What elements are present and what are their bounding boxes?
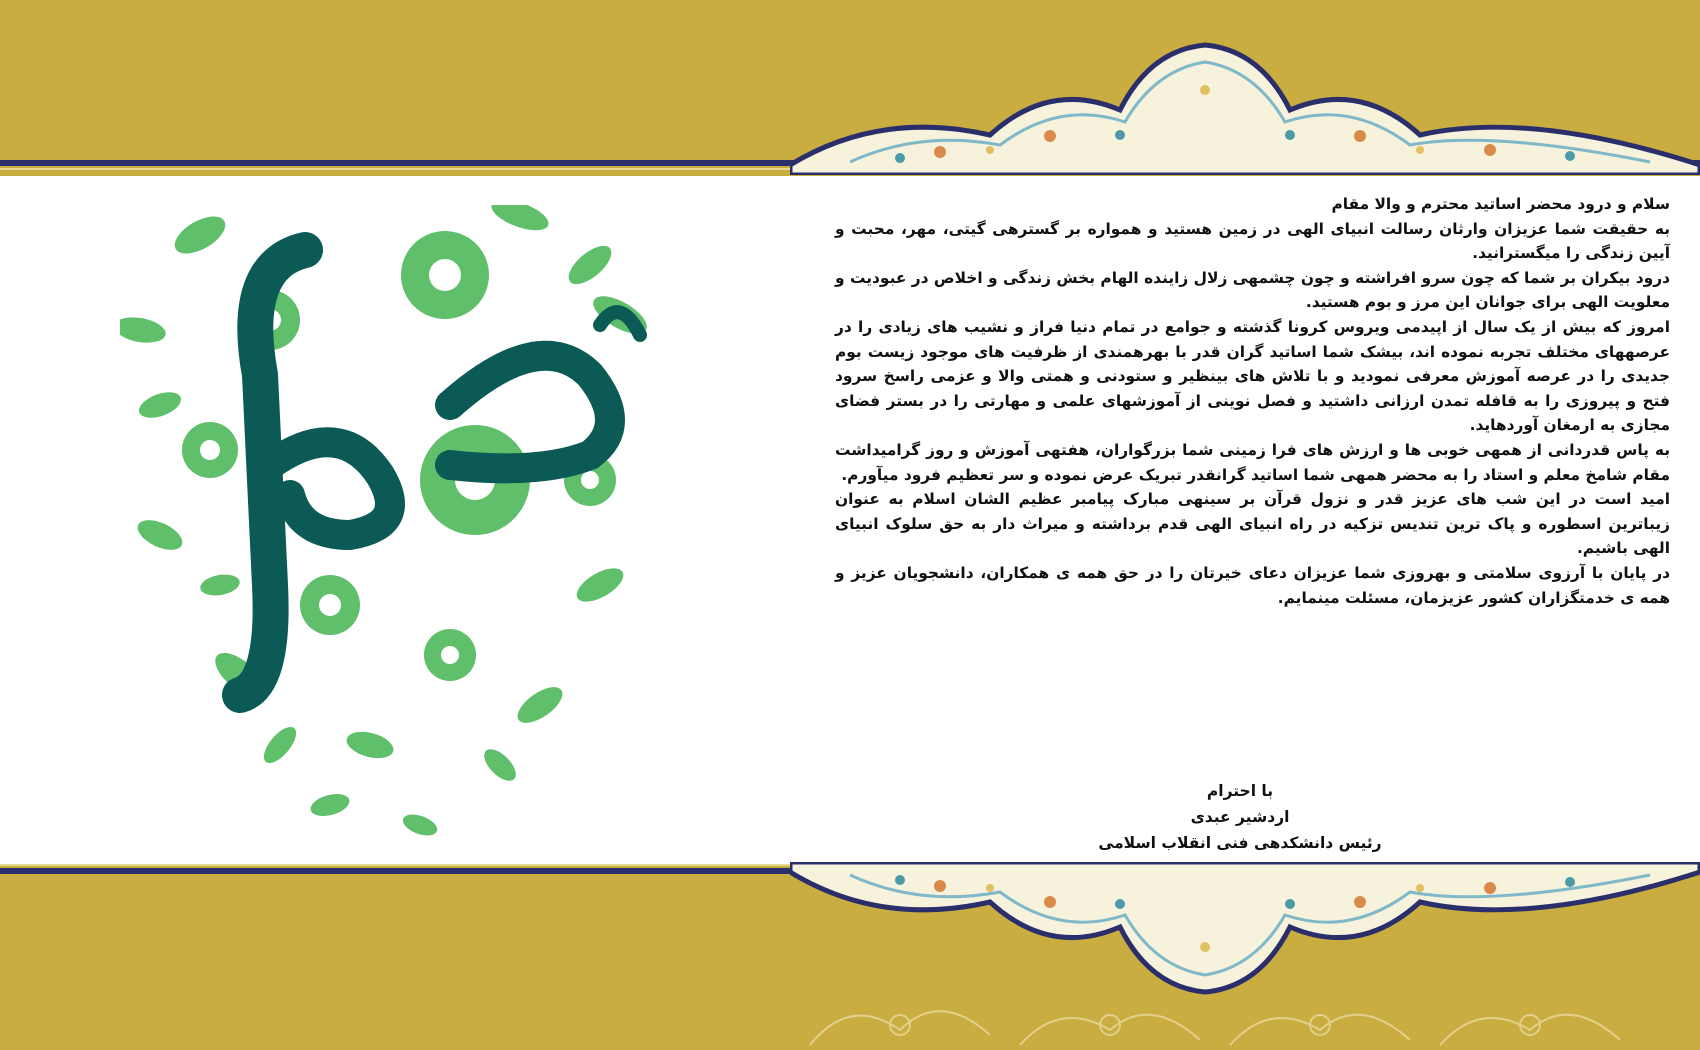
- signature-closing: با احترام: [1206, 782, 1274, 800]
- top-arabesque-ornament: [790, 40, 1700, 175]
- bottom-floral-watermark: [790, 985, 1700, 1050]
- letter-paragraph: در پایان با آرزوی سلامتی و بهروزی شما عزیزان دعای خیرتان را در حق همه ی همکاران، دانشجویان عزیز و همه ی خدمتگزاران کشور عزیزمان، مسئلت مینمایم.: [835, 563, 1670, 607]
- signature-block: [1040, 778, 1440, 856]
- mo-allem-calligraphy-art: [120, 205, 700, 845]
- letter-paragraph: به حقیقت شما عزیزان وارثان رسالت انبیای الهی در زمین هستید و همواره بر گسترهی گیتی، مهر، محبت و آیین زندگی را میگسترانید.: [835, 219, 1670, 263]
- letter-body: [835, 192, 1670, 610]
- letter-paragraph: امید است در این شب های عزیز قدر و نزول قرآن بر سینهی مبارک پیامبر عظیم الشان اسلام به عنوان زیباترین اسطوره و پاک ترین تندیس تزکیه در راه انبیای الهی قدم برداشته و میراث دار به حق سلوک انبیای الهی باشیم.: [835, 490, 1670, 558]
- letter-paragraph: درود بیکران بر شما که چون سرو افراشته و چون چشمهی زلال زاینده الهام بخش زندگی و اخلاص در عبودیت و معلویت الهی برای جوانان این مرز و بوم هستید.: [835, 268, 1670, 312]
- letter-paragraph: امروز که بیش از یک سال از اپیدمی ویروس کرونا گذشته و جوامع در تمام دنیا فراز و نشیب های زیادی را در عرصههای مختلف تجربه نموده اند، بیشک شما اساتید گران قدر با بهرهمندی از ظرفیت های موجود زیست بوم جدیدی را در عرصه آموزش معرفی نمودید و با تلاش های بینظیر و ستودنی و همتی والا و عزمی راسخ سرود فتح و پیروزی را به قافله تمدن ارزانی داشتید و فصل نوینی از آموزشهای علمی و مهارتی را در بستر فضای مجازی به ارمغان آوردهاید.: [835, 317, 1670, 435]
- signature-name: اردشیر عبدی: [1190, 808, 1290, 826]
- signature-title: رئیس دانشکدهی فنی انقلاب اسلامی: [1098, 834, 1382, 852]
- letter-paragraph: به پاس قدردانی از همهی خوبی ها و ارزش های فرا زمینی شما بزرگواران، هفتهی آموزش و روز گرامیداشت مقام شامخ معلم و استاد را به محضر همهی شما اساتید گرانقدر تبریک عرض نموده و سر تعظیم فرود میآورم.: [835, 440, 1670, 484]
- bottom-arabesque-ornament: [790, 862, 1700, 997]
- letter-paragraph: سلام و درود محضر اساتید محترم و والا مقام: [1331, 195, 1670, 213]
